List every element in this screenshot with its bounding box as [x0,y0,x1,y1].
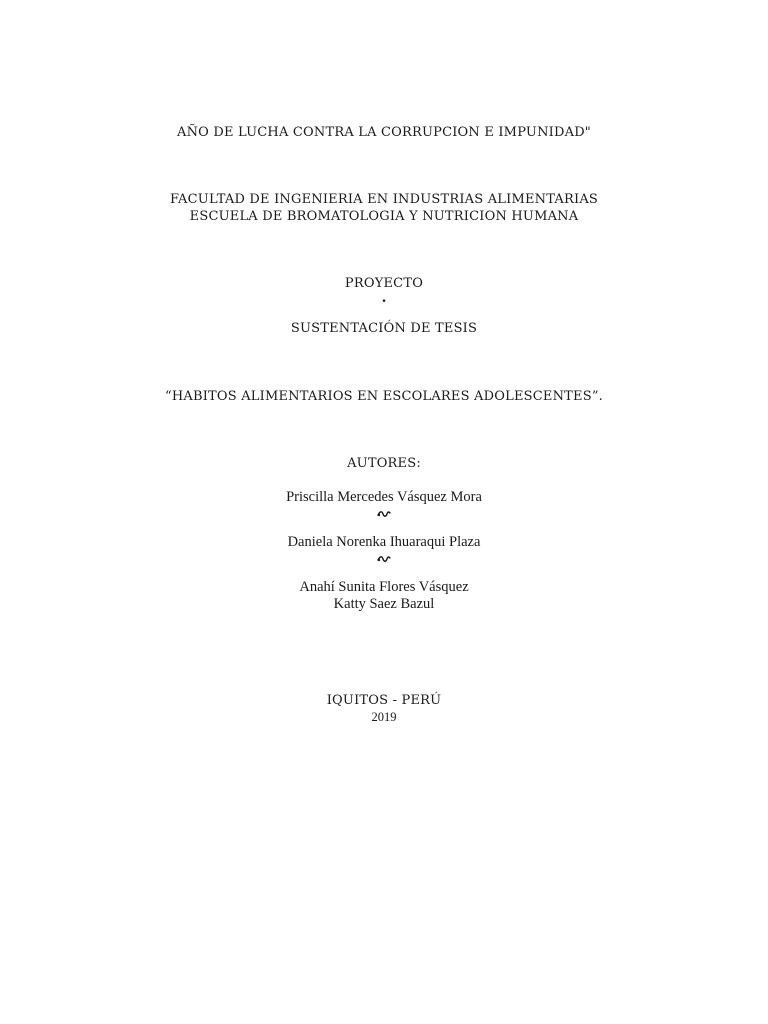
bullet-separator: • [381,297,387,307]
city-country: IQUITOS - PERÚ [326,693,442,708]
authors-heading: AUTORES: [347,456,421,471]
faculty-name: FACULTAD DE INGENIERIA EN INDUSTRIAS ALIMENTARIAS [169,192,599,207]
author-name: Katty Saez Bazul [333,596,435,612]
swash-ornament-icon [0,553,768,567]
project-label: PROYECTO [344,276,424,291]
author-name: Anahí Sunita Flores Vásquez [299,579,469,595]
thesis-title: “HABITOS ALIMENTARIOS EN ESCOLARES ADOLESCENTES”. [164,389,603,404]
defense-label: SUSTENTACIÓN DE TESIS [290,321,478,336]
school-name: ESCUELA DE BROMATOLOGIA Y NUTRICION HUMANA [189,209,579,224]
author-name: Daniela Norenka Ihuaraqui Plaza [287,534,481,550]
swash-ornament-icon-graphic [377,509,391,519]
swash-ornament-icon-graphic [377,554,391,564]
year: 2019 [371,710,397,724]
year-motto: AÑO DE LUCHA CONTRA LA CORRUPCION E IMPUNIDAD" [177,125,591,140]
swash-ornament-icon [0,508,768,522]
author-name: Priscilla Mercedes Vásquez Mora [286,489,482,505]
